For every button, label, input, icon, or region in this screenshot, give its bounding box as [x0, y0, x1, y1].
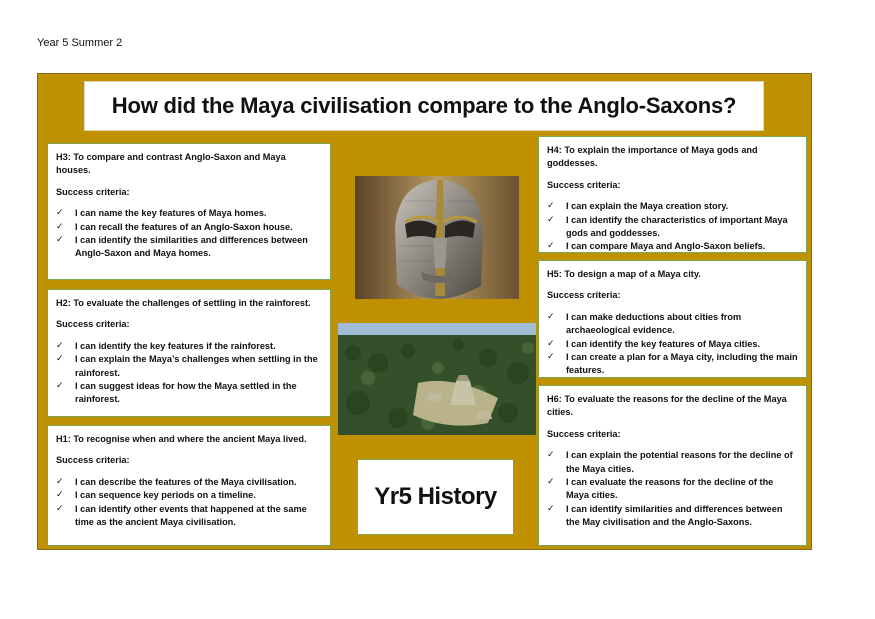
tick-icon: ✓: [547, 450, 555, 461]
card-h2: [47, 289, 331, 417]
criteria-item: ✓ I can identify other events that happened at the same time as the ancient Maya civilisation.: [56, 503, 307, 528]
tick-icon: ✓: [547, 338, 555, 349]
criteria-item: ✓ I can sequence key periods on a timeline.: [56, 489, 322, 502]
tick-icon: ✓: [56, 221, 64, 232]
criteria-item: ✓ I can evaluate the reasons for the decline of the Maya cities.: [547, 477, 774, 501]
tick-icon: ✓: [547, 503, 555, 514]
anglo-saxon-helmet-photo: [355, 176, 519, 299]
tick-icon: ✓: [547, 241, 555, 252]
tick-icon: ✓: [56, 235, 64, 246]
success-criteria-label: Success criteria:: [56, 186, 130, 197]
criteria-item: ✓ I can identify the key features if the rainforest.: [56, 340, 322, 353]
card-h5-heading: H5: To design a map of a Maya city.: [547, 269, 701, 279]
criteria-item: ✓ I can compare Maya and Anglo-Saxon beliefs.: [547, 240, 798, 253]
criteria-item: ✓ I can create a plan for a Maya city, including the main features.: [547, 352, 798, 376]
tick-icon: ✓: [56, 503, 64, 514]
tick-icon: ✓: [56, 381, 64, 392]
tick-icon: ✓: [547, 477, 555, 488]
criteria-item: ✓ I can recall the features of an Anglo-Saxon house.: [56, 221, 322, 234]
criteria-list: [547, 200, 798, 253]
subject-label-box: [357, 459, 514, 535]
card-h3: [47, 143, 331, 280]
tick-icon: ✓: [56, 490, 64, 501]
card-h6: [538, 385, 807, 546]
criteria-item: ✓ I can explain the potential reasons for the decline of the Maya cities.: [547, 450, 793, 474]
tick-icon: ✓: [547, 201, 555, 212]
tick-icon: ✓: [56, 476, 64, 487]
criteria-list: [56, 340, 322, 407]
card-h6-heading: H6: To evaluate the reasons for the decline of the Maya cities.: [547, 394, 787, 418]
success-criteria-label: Success criteria:: [547, 179, 621, 190]
tick-icon: ✓: [56, 208, 64, 219]
tick-icon: ✓: [547, 214, 555, 225]
maya-ruins-rainforest-photo: [338, 323, 536, 435]
card-h3-heading: H3: To compare and contrast Anglo-Saxon and Maya houses.: [56, 152, 286, 176]
criteria-item: ✓ I can explain the Maya’s challenges when settling in the rainforest.: [56, 354, 318, 378]
card-h1: [47, 425, 331, 546]
tick-icon: ✓: [547, 311, 555, 322]
tick-icon: ✓: [547, 352, 555, 363]
success-criteria-label: Success criteria:: [547, 290, 621, 301]
card-h1-heading: H1: To recognise when and where the ancient Maya lived.: [56, 434, 307, 444]
criteria-list: [547, 311, 798, 378]
card-h2-heading: H2: To evaluate the challenges of settling in the rainforest.: [56, 298, 311, 308]
criteria-item: ✓ I can identify the similarities and differences between Anglo-Saxon and Maya homes.: [56, 235, 308, 259]
tick-icon: ✓: [56, 354, 64, 365]
title-box: [84, 81, 764, 131]
criteria-item: ✓ I can identify the characteristics of important Maya gods and goddesses.: [547, 214, 788, 239]
criteria-item: ✓ I can explain the Maya creation story.: [547, 200, 798, 213]
criteria-item: ✓ I can identify the key features of Maya cities.: [547, 338, 798, 351]
criteria-list: [56, 207, 322, 261]
header-note: Year 5 Summer 2: [37, 37, 123, 49]
criteria-list: [547, 449, 798, 529]
card-h5: [538, 260, 807, 378]
criteria-list: [56, 476, 322, 530]
criteria-item: ✓ I can name the key features of Maya homes.: [56, 207, 322, 220]
jungle-illustration: [338, 323, 536, 435]
card-h4: [538, 136, 807, 253]
helmet-illustration: [355, 176, 519, 299]
criteria-item: ✓ I can identify similarities and differences between the May civilisation and the Anglo-Saxons.: [547, 503, 783, 528]
criteria-item: ✓ I can suggest ideas for how the Maya settled in the rainforest.: [56, 381, 297, 405]
page-title: How did the Maya civilisation compare to the Anglo-Saxons?: [111, 93, 737, 118]
success-criteria-label: Success criteria:: [547, 428, 621, 439]
tick-icon: ✓: [56, 340, 64, 351]
subject-label: Yr5 History: [374, 483, 497, 510]
card-h4-heading: H4: To explain the importance of Maya gods and goddesses.: [547, 145, 758, 169]
success-criteria-label: Success criteria:: [56, 455, 130, 466]
criteria-item: ✓ I can make deductions about cities from archaeological evidence.: [547, 311, 742, 336]
success-criteria-label: Success criteria:: [56, 319, 130, 330]
criteria-item: ✓ I can describe the features of the Maya civilisation.: [56, 476, 322, 489]
